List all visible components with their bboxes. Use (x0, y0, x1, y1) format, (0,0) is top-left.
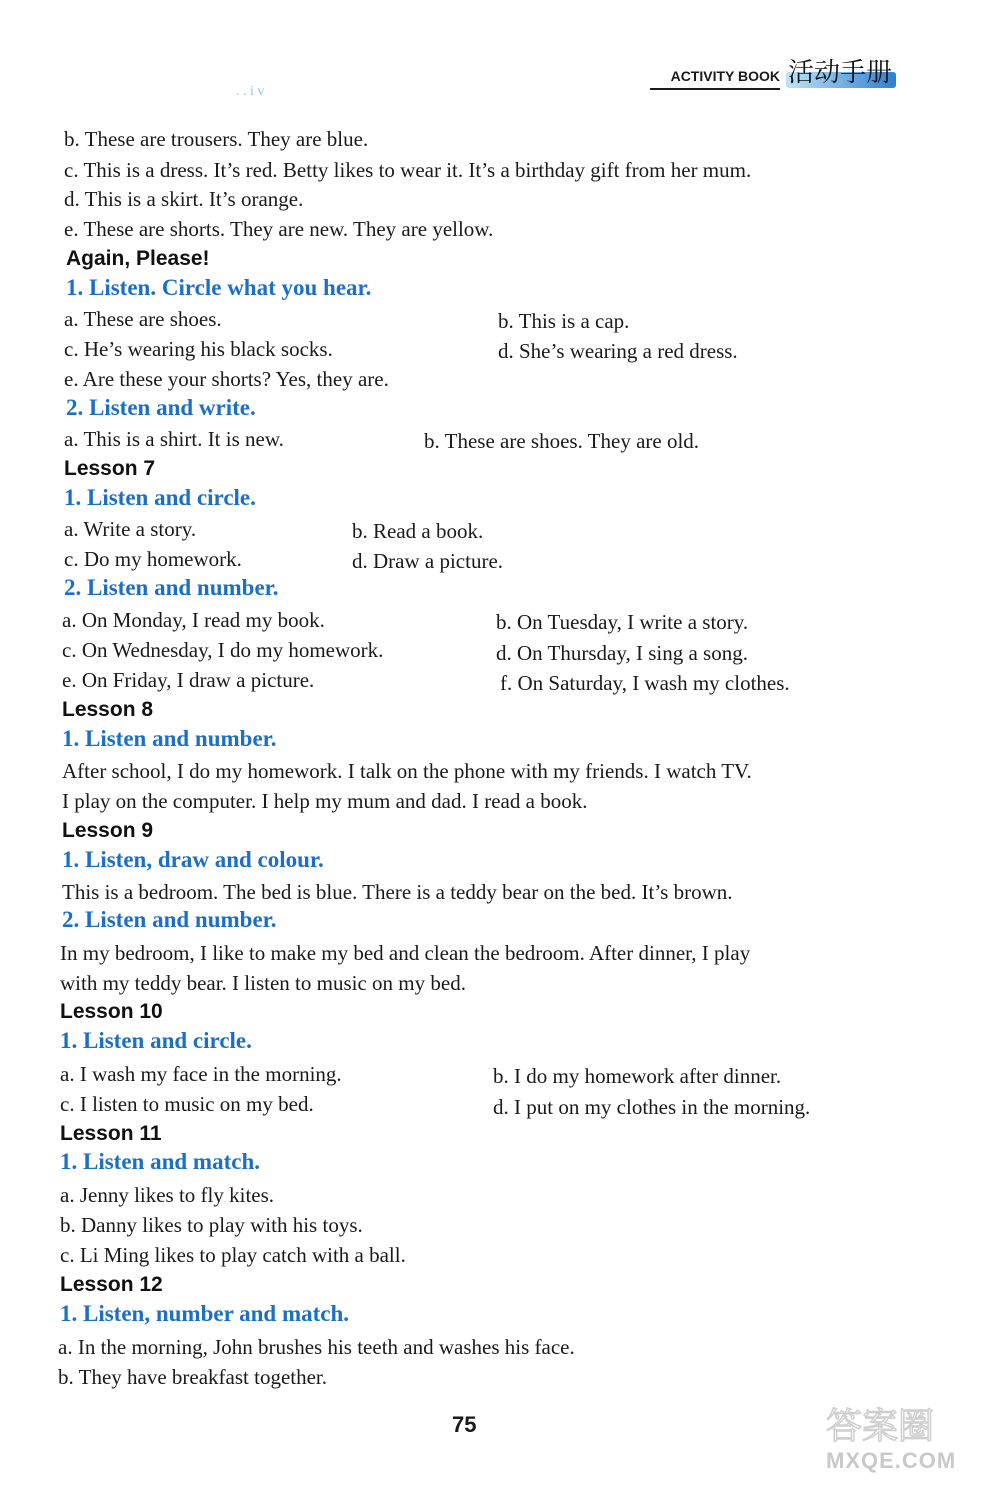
task-heading: 1. Listen and circle. (60, 1028, 252, 1053)
text-line: b. Read a book. (352, 519, 484, 543)
text-line: e. Are these your shorts? Yes, they are. (64, 367, 389, 391)
section-heading: Lesson 8 (62, 698, 154, 721)
task-heading: 1. Listen and number. (62, 726, 277, 751)
text-line: b. These are trousers. They are blue. (64, 127, 369, 151)
watermark-logo-icon (820, 1398, 980, 1450)
text-line: b. I do my homework after dinner. (493, 1064, 782, 1088)
section-heading: Again, Please! (66, 247, 210, 270)
text-line: d. On Thursday, I sing a song. (496, 641, 748, 665)
text-line: c. Li Ming likes to play catch with a ball. (60, 1243, 406, 1267)
text-line: d. Draw a picture. (352, 549, 504, 573)
watermark-chars: 答案圈 (826, 1406, 935, 1447)
text-line: a. This is a shirt. It is new. (64, 427, 284, 451)
text-line: b. This is a cap. (498, 309, 630, 333)
text-line: c. I listen to music on my bed. (60, 1092, 314, 1116)
text-line: e. These are shorts. They are new. They are yellow. (64, 217, 494, 241)
activity-book-label: ACTIVITY BOOK (670, 68, 780, 84)
section-heading: Lesson 9 (62, 819, 154, 842)
section-heading: Lesson 10 (60, 1000, 163, 1023)
section-heading: Lesson 12 (60, 1273, 163, 1296)
task-heading: 1. Listen and match. (60, 1149, 260, 1174)
text-line: d. She’s wearing a red dress. (498, 339, 738, 363)
text-line: b. On Tuesday, I write a story. (496, 610, 749, 634)
task-heading: 1. Listen, draw and colour. (62, 847, 324, 872)
task-heading: 2. Listen and number. (62, 907, 277, 932)
text-line: a. I wash my face in the morning. (60, 1062, 342, 1086)
watermark-text: MXQE.COM (826, 1448, 957, 1473)
header-rule (650, 88, 780, 90)
page-header (632, 52, 892, 92)
watermark (820, 1398, 980, 1478)
text-line: d. This is a skirt. It’s orange. (64, 187, 304, 211)
text-line: c. This is a dress. It’s red. Betty likes to wear it. It’s a birthday gift from her mum. (64, 158, 752, 182)
text-line: In my bedroom, I like to make my bed and clean the bedroom. After dinner, I play (60, 941, 751, 965)
page-number: 75 (452, 1412, 477, 1437)
text-line: a. In the morning, John brushes his teeth and washes his face. (58, 1335, 575, 1359)
text-line: a. These are shoes. (64, 307, 222, 331)
text-line: c. Do my homework. (64, 547, 242, 571)
text-line: c. He’s wearing his black socks. (64, 337, 333, 361)
chinese-title: 活动手册 (787, 58, 892, 88)
task-heading: 2. Listen and write. (66, 395, 256, 420)
text-line: d. I put on my clothes in the morning. (493, 1095, 811, 1119)
task-heading: 1. Listen, number and match. (60, 1301, 350, 1326)
text-line: This is a bedroom. The bed is blue. There is a teddy bear on the bed. It’s brown. (62, 880, 733, 904)
text-line: c. On Wednesday, I do my homework. (62, 638, 384, 662)
section-heading: Lesson 11 (60, 1122, 162, 1145)
text-line: b. They have breakfast together. (58, 1365, 328, 1389)
text-line: After school, I do my homework. I talk on the phone with my friends. I watch TV. (62, 759, 752, 783)
text-line: b. These are shoes. They are old. (424, 429, 700, 453)
text-line: a. Jenny likes to fly kites. (60, 1183, 275, 1207)
text-line: f. On Saturday, I wash my clothes. (500, 671, 790, 695)
task-heading: 1. Listen. Circle what you hear. (66, 275, 372, 300)
task-heading: 2. Listen and number. (64, 575, 279, 600)
text-line: I play on the computer. I help my mum and dad. I read a book. (62, 789, 588, 813)
header-mark: . . i v (236, 84, 265, 99)
text-line: a. Write a story. (64, 517, 197, 541)
text-line: b. Danny likes to play with his toys. (60, 1213, 363, 1237)
text-line: e. On Friday, I draw a picture. (62, 668, 315, 692)
text-line: a. On Monday, I read my book. (62, 608, 325, 632)
task-heading: 1. Listen and circle. (64, 485, 256, 510)
text-line: with my teddy bear. I listen to music on my bed. (60, 971, 466, 995)
section-heading: Lesson 7 (64, 457, 156, 480)
